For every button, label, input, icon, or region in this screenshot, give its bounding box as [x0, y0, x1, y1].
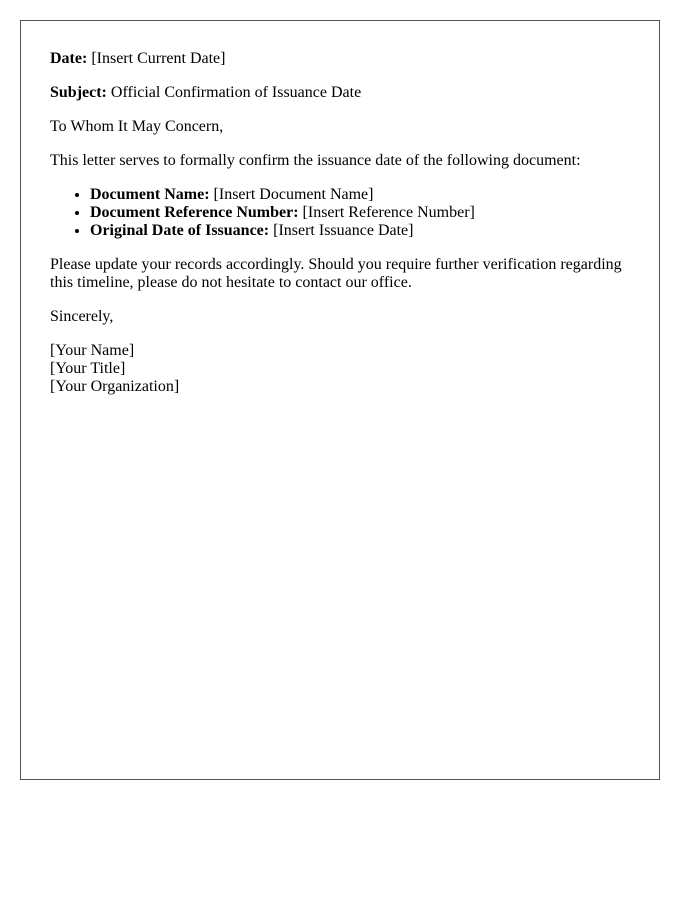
- letter-page: [20, 20, 660, 780]
- subject-line: [50, 84, 630, 102]
- signature-name: [Your Name]: [50, 342, 135, 359]
- subject-value: Official Confirmation of Issuance Date: [110, 84, 362, 101]
- body-paragraph: Please update your records accordingly. Should you require further verification regarding this timeline, please do not hesitate to contact our office.: [50, 256, 622, 291]
- detail-value: [Insert Reference Number]: [302, 204, 475, 221]
- letter-content: [50, 50, 630, 412]
- detail-reference-number: [90, 204, 630, 222]
- detail-label: Original Date of Issuance:: [90, 222, 270, 239]
- signature-organization: [Your Organization]: [50, 378, 180, 395]
- closing: Sincerely,: [50, 308, 114, 325]
- date-label: Date:: [50, 50, 88, 67]
- detail-issuance-date: [90, 222, 630, 240]
- detail-label: Document Reference Number:: [90, 204, 299, 221]
- detail-label: Document Name:: [90, 186, 210, 203]
- date-line: [50, 50, 630, 68]
- detail-document-name: [90, 186, 630, 204]
- intro-paragraph: This letter serves to formally confirm the issuance date of the following document:: [50, 152, 581, 169]
- subject-label: Subject:: [50, 84, 107, 101]
- detail-value: [Insert Document Name]: [213, 186, 374, 203]
- salutation: To Whom It May Concern,: [50, 118, 224, 135]
- date-value: [Insert Current Date]: [91, 50, 226, 67]
- signature-block: [50, 342, 630, 396]
- signature-title: [Your Title]: [50, 360, 126, 377]
- detail-value: [Insert Issuance Date]: [273, 222, 414, 239]
- document-details-list: [50, 186, 630, 240]
